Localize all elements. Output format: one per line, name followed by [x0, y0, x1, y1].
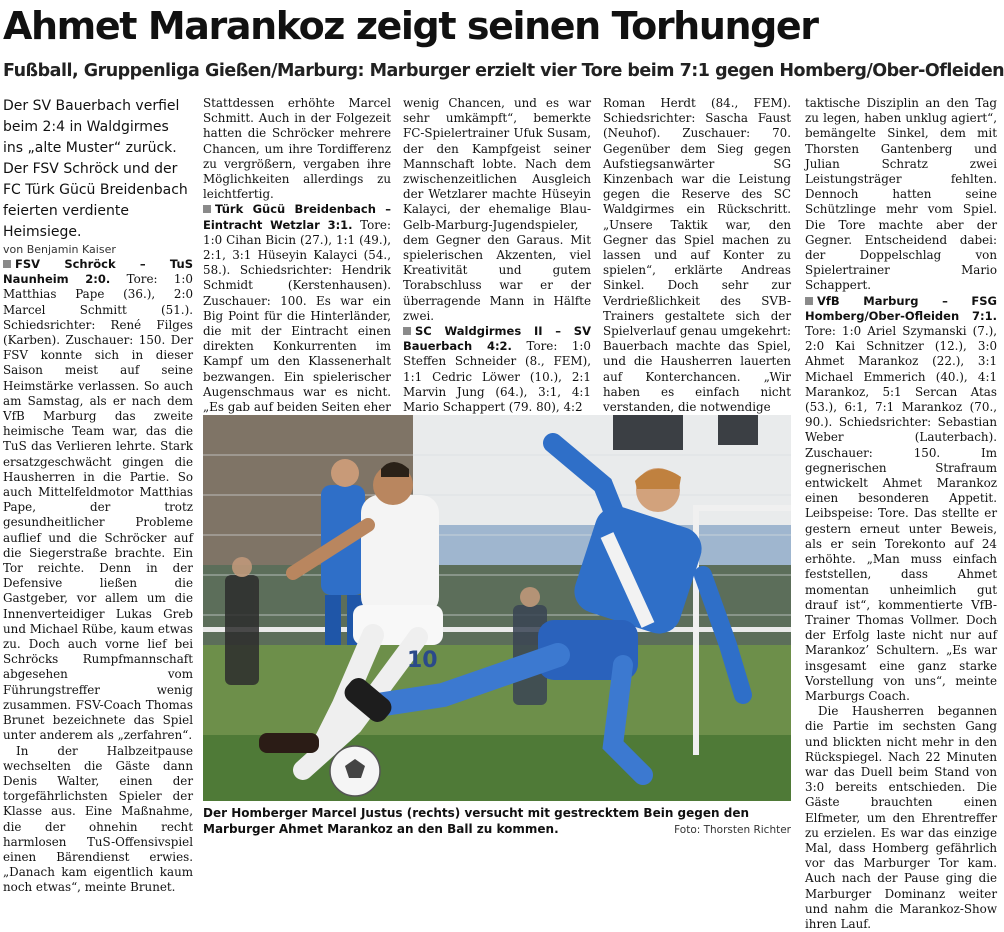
match-1-report [3, 257, 193, 744]
match-4-report [805, 294, 997, 704]
photo-credit: Foto: Thorsten Richter [674, 823, 791, 836]
subheadline: Fußball, Gruppenliga Gießen/Marburg: Marburger erzielt vier Tore beim 7:1 gegen Homberg/Ober-Ofleiden [3, 61, 1004, 81]
section-marker-icon [203, 205, 211, 213]
match-2-report [403, 96, 591, 324]
match-4-heading: VfB Marburg – FSG Homberg/Ober-Ofleiden 7:1. [805, 293, 997, 323]
match-3-report [603, 96, 791, 415]
match-2-text: wenig Chancen, und es war sehr umkämpft“, bemerkte FC-Spielertrainer Ufuk Susam, der den Kampfgeist seiner Mannschaft lobte. Nach dem zwischenzeitlichen Ausgleich der Wetzlarer machte Hüseyin Kalayci, der ehemalige Blau-Gelb-Marburg-Jugendspieler, dem Gegner den Garaus. Mit spielerischen Akzenten, viel Kreativität und gutem Torabschluss war er der überragende Mann in Hälfte zwei. [403, 96, 592, 323]
svg-text:10: 10 [407, 648, 438, 673]
match-1-text: Tore: 1:0 Matthias Pape (36.), 2:0 Marcel Schmitt (51.). Schiedsrichter: René Filges (Karben). Zuschauer: 150. Der FSV konnte sich in dieser Saison meist auf seine Heimstärke verlassen. So auch am Samstag, als er nach dem VfB Marburg das zweite heimische Team war, das die TuS das Verlieren lehrte. Stark ersatzgeschwächt gingen die Hausherren in die Partie. So auch Mittelfeldmotor Matthias Pape, der trotz gesundheitlicher Probleme auflief und die Schröcker auf die Siegerstraße brachte. Ein Tor reichte. Denn in der Defensive ließen die Gastgeber, vor allem um die Innenverteidiger Lukas Greb und Michael Rübe, kaum etwas zu. Doch auch vorne lief bei Schröcks Rumpfmannschaft abgesehen vom Führungstreffer wenig zusammen. FSV-Coach Thomas Brunet bezeichnete das Spiel unter anderem als „zerfahren“. [3, 272, 194, 743]
match-2-text: Tore: 1:0 Cihan Bicin (27.), 1:1 (49.), 2:1, 3:1 Hüseyin Kalayci (54., 58.). Schiedsrichter: Hendrik Schmidt (Kerstenhausen). Zuschauer: 100. Es war ein Big Point für die Hinterländer, die mit der Eintracht einen direkten Konkurrenten im Kampf um den Klassenerhalt bezwangen. Ein spielerischer Augenschmaus war es nicht. „Es gab auf beiden Seiten eher [203, 217, 392, 415]
match-2-heading: Türk Gücü Breidenbach – Eintracht Wetzlar 3:1. [203, 202, 391, 232]
section-marker-icon [805, 297, 813, 305]
match-1-text-continued: In der Halbzeitpause wechselten die Gäste dann Denis Walter, einen der torgefährlichsten Spieler der Klasse aus. Eine Maßnahme, die der ohnehin recht harmlosen TuS-Offensivspiel einen Bärendienst erwies. „Danach kam eigentlich kaum noch etwas“, meinte Brunet. [3, 743, 194, 895]
section-marker-icon [3, 260, 11, 268]
column-3 [403, 96, 591, 414]
match-1-heading: FSV Schröck – TuS Naunheim 2:0. [3, 257, 193, 287]
football-scene-illustration [203, 415, 791, 801]
intro-text: Der SV Bauerbach verfiel beim 2:4 in Waldgirmes ins „alte Muster“ zurück. Der FSV Schröck und der FC Türk Gücü Breidenbach feierten verdiente Heimsiege. [3, 98, 188, 240]
match-3-text: Tore: 1:0 Steffen Schneider (8., FEM), 1:1 Cedric Löwer (10.), 2:1 Marvin Jung (64.), 3:1, 4:1 Mario Schappert (79. 80), 4:2 [403, 339, 591, 415]
byline: von Benjamin Kaiser [3, 243, 116, 256]
match-2-report [203, 202, 391, 415]
section-marker-icon [403, 327, 411, 335]
photo-caption [203, 806, 791, 837]
caption-text: Der Homberger Marcel Justus (rechts) versucht mit gestrecktem Bein gegen den Marburger Ahmet Marankoz an den Ball zu kommen. [203, 806, 749, 836]
column-5 [805, 96, 998, 931]
headline: Ahmet Marankoz zeigt seinen Torhunger [3, 4, 818, 48]
column-4 [603, 96, 791, 414]
match-3-report [403, 324, 591, 415]
column-2 [203, 96, 391, 414]
match-1-text-continued: Stattdessen erhöhte Marcel Schmitt. Auch in der Folgezeit hatten die Schröcker mehrere Chancen, um ihre Tordifferenz zu vergrößern, vergaben ihre Möglichkeiten allerdings zu leichtfertig. [203, 96, 392, 202]
match-photo [203, 415, 791, 801]
football [330, 746, 380, 796]
match-3-report [805, 96, 997, 294]
column-1 [3, 96, 193, 896]
match-4-text-continued: Die Hausherren begannen die Partie im sechsten Gang und blickten nicht mehr in den Rückspiegel. Nach 22 Minuten war das Duell beim Stand von 3:0 bereits entschieden. Die Gäste brauchten einen Elfmeter, um den Ehrentreffer zu erzielen. Es war das einzige Mal, dass Homberg gefährlich vor das Marburger Tor kam. Auch nach der Pause ging die Marburger Dominanz weiter und nahm die Marankoz-Show ihren Lauf. [805, 704, 998, 931]
match-3-heading: SC Waldgirmes II – SV Bauerbach 4:2. [403, 324, 591, 354]
match-3-text: taktische Disziplin an den Tag zu legen, haben unklug agiert“, bemängelte Sinkel, dem mit Thorsten Gantenberg und Julian Schratz zwei Leistungsträger fehlten. Dennoch hatten seine Schützlinge mehr vom Spiel. Die Tore machte aber der Gegner. Entscheidend dabei: der Doppelschlag von Spielertrainer Mario Schappert. [805, 96, 998, 293]
match-3-text: Roman Herdt (84., FEM). Schiedsrichter: Sascha Faust (Neuhof). Zuschauer: 70. Gegenüber dem Sieg gegen Aufstiegsanwärter SG Kinzenbach war die Leistung gegen die Reserve des SC Waldgirmes ein Rückschritt. „Unsere Taktik war, den Gegner das Spiel machen zu lassen und auf Konter zu spielen“, erklärte Andreas Sinkel. Doch sehr zur Verdrießlichkeit des SVB-Trainers gestaltete sich der Spielverlauf genau umgekehrt: Bauerbach machte das Spiel, und die Hausherren lauerten auf Konterchancen. „Wir haben es einfach nicht verstanden, die notwendige [603, 96, 792, 415]
match-4-text: Tore: 1:0 Ariel Szymanski (7.), 2:0 Kai Schnitzer (12.), 3:0 Ahmet Marankoz (22.), 3:1 Michael Emmerich (40.), 4:1 Marankoz, 5:1 Sercan Atas (53.), 6:1, 7:1 Marankoz (70., 90.). Schiedsrichter: Sebastian Weber (Lauterbach). Zuschauer: 150. Im gegnerischen Strafraum entwickelt Ahmet Marankoz einen besonderen Appetit. Leibspeise: Tore. Das stellte er gestern erneut unter Beweis, als er sein Torekonto auf 24 erhöhte. „Man muss einfach feststellen, dass Ahmet momentan unheimlich gut drauf ist“, kommentierte VfB-Trainer Thomas Vollmer. Doch der Erfolg laste nicht nur auf Marankoz’ Schultern. „Es war insgesamt eine ganz starke Vorstellung von uns“, meinte Marburgs Coach. [805, 324, 998, 703]
